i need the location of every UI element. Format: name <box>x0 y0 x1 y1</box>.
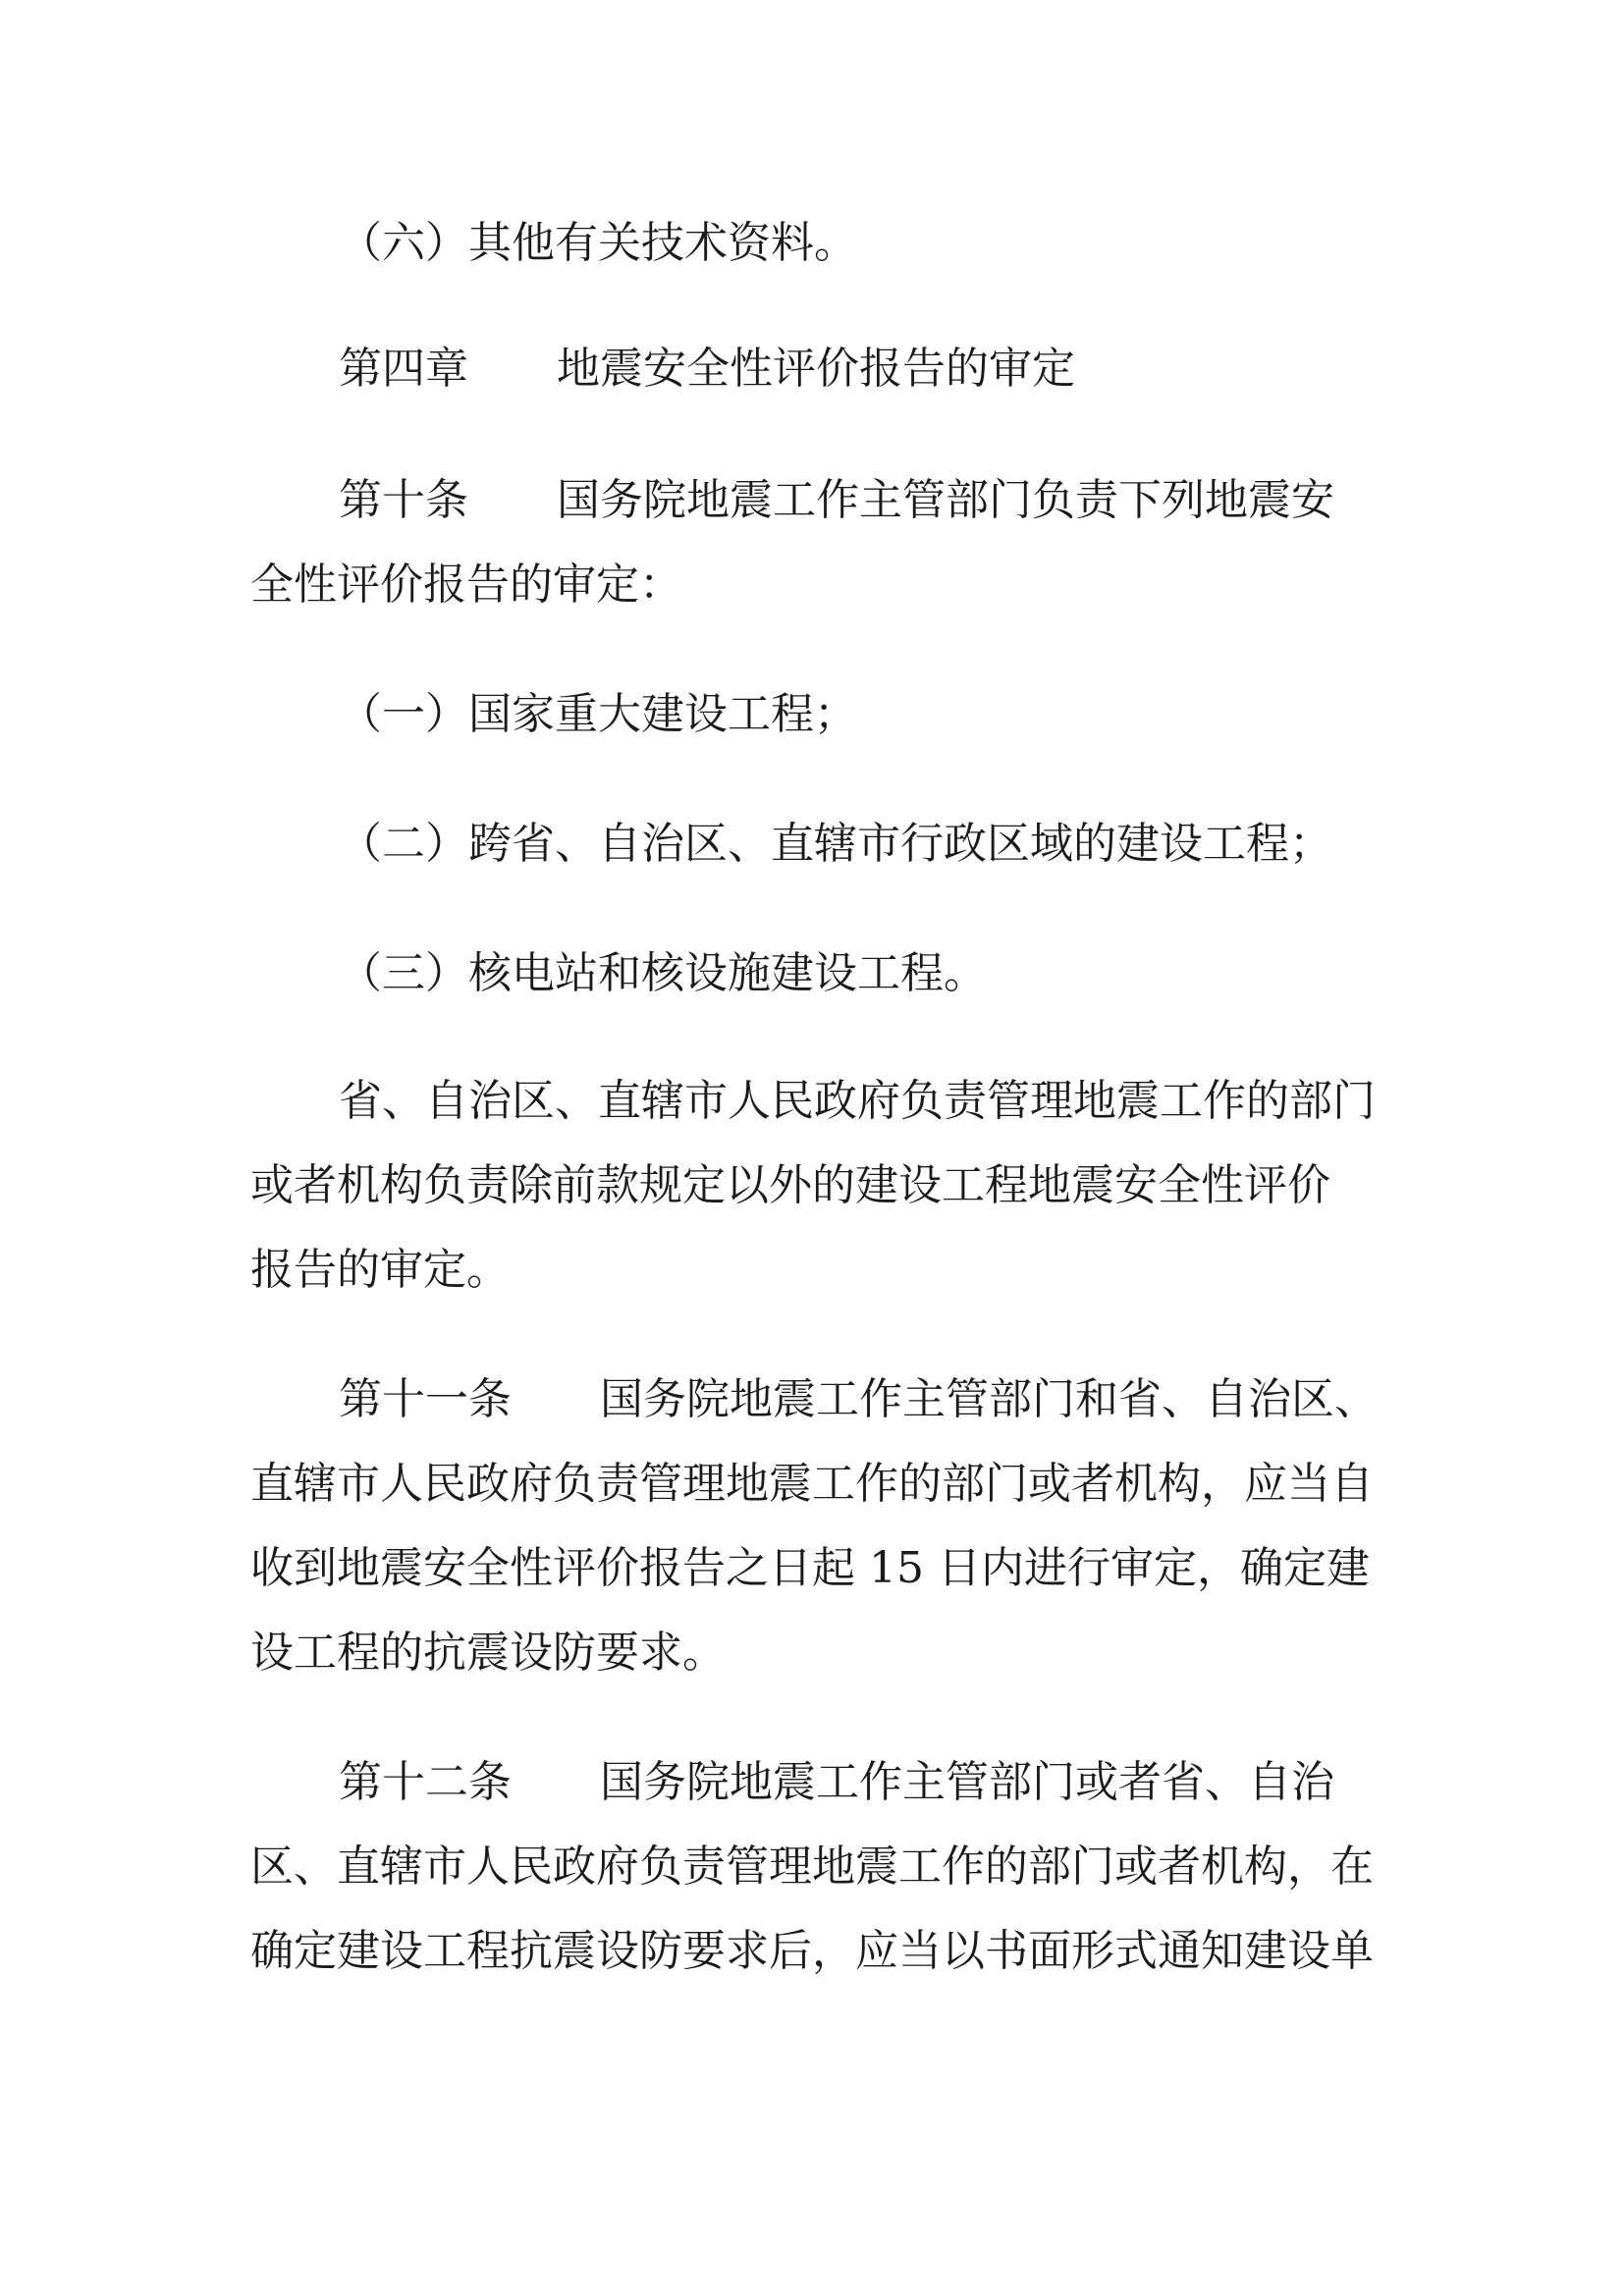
article-text: 国务院地震工作主管部门或者省、自治 <box>600 1757 1334 1807</box>
article-text: 设工程的抗震设防要求。 <box>250 1628 726 1678</box>
article-twelve-line-2 <box>250 1838 1374 1896</box>
item-three <box>339 944 987 1003</box>
paragraph-line <box>250 1156 1330 1215</box>
article-eleven-line-1 <box>339 1370 1378 1429</box>
article-ten-line-2 <box>250 556 682 614</box>
article-text: 直辖市人民政府负责管理地震工作的部门或者机构，应当自 <box>250 1459 1374 1509</box>
article-text: 确定建设工程抗震设防要求后，应当以书面形式通知建设单 <box>250 1926 1374 1976</box>
article-number: 第十条 <box>339 475 468 525</box>
article-eleven-line-3 <box>250 1539 1370 1598</box>
paragraph-text: 报告的审定。 <box>250 1245 510 1295</box>
item-text: （六）其他有关技术资料。 <box>339 218 857 268</box>
paragraph-text: 或者机构负责除前款规定以外的建设工程地震安全性评价 <box>250 1160 1330 1210</box>
article-twelve-line-3 <box>250 1922 1374 1981</box>
item-two <box>339 815 1332 874</box>
item-text: （一）国家重大建设工程； <box>339 689 857 739</box>
article-eleven-line-4 <box>250 1624 726 1682</box>
article-text: 区、直辖市人民政府负责管理地震工作的部门或者机构，在 <box>250 1842 1374 1892</box>
paragraph-line <box>250 1241 510 1300</box>
article-number: 第十一条 <box>339 1374 512 1424</box>
chapter-number: 第四章 <box>339 344 468 394</box>
item-text: （三）核电站和核设施建设工程。 <box>339 948 987 998</box>
paragraph-text: 省、自治区、直辖市人民政府负责管理地震工作的部门 <box>339 1076 1376 1126</box>
item-text: （二）跨省、自治区、直辖市行政区域的建设工程； <box>339 819 1332 869</box>
item-one <box>339 685 857 744</box>
article-twelve-line-1 <box>339 1753 1334 1812</box>
article-text: 全性评价报告的审定： <box>250 560 682 610</box>
chapter-heading <box>339 340 1075 399</box>
chapter-title: 地震安全性评价报告的审定 <box>557 344 1075 394</box>
article-text: 收到地震安全性评价报告之日起 15 日内进行审定，确定建 <box>250 1543 1370 1593</box>
paragraph-line <box>339 1072 1376 1131</box>
item-six <box>339 214 857 273</box>
article-ten-line-1 <box>339 471 1334 530</box>
article-eleven-line-2 <box>250 1455 1374 1514</box>
article-number: 第十二条 <box>339 1757 512 1807</box>
article-text: 国务院地震工作主管部门负责下列地震安 <box>557 475 1334 525</box>
article-text: 国务院地震工作主管部门和省、自治区、 <box>600 1374 1378 1424</box>
